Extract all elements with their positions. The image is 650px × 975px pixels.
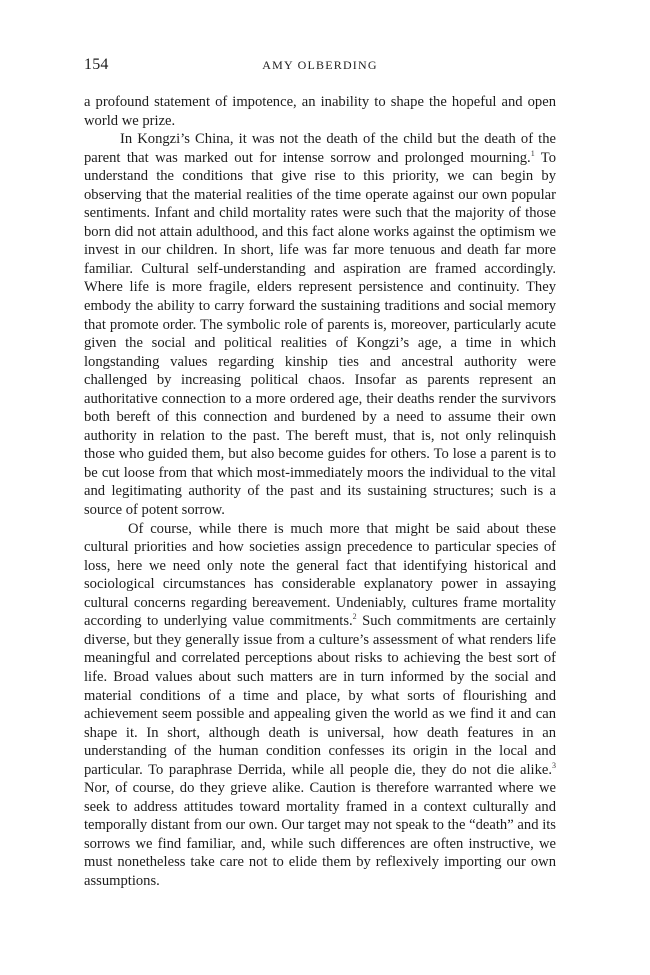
page-number: 154 [84, 56, 109, 73]
footnote-marker[interactable]: 3 [552, 760, 556, 770]
paragraph-text: To understand the conditions that give rise to this priority, we can begin by observing that the material realities of the time operate against our own popular sentiments. Infant and child mortality rates were such that the majority of those born did not attain adulthood, and this fact alone works against the optimism we invest in our children. In short, life was far more tenuous and death far more familiar. Cultural self-understanding and aspiration are framed accordingly. Where life is more fragile, elders represent persistence and continuity. They embody the ability to carry forward the sustaining traditions and social memory that promote order. The symbolic role of parents is, moreover, particularly acute given the social and political realities of Kongzi’s age, a time in which longstanding values regarding kinship ties and ancestral authority were challenged by increasing political chaos. Insofar as parents represent an authoritative connection to a more ordered age, their deaths render the survivors both bereft of this connection and burdened by a need to assume their own authority in relation to the past. The bereft must, that is, not only relinquish those who guided them, but also become guides for others. To lose a parent is to be cut loose from that which most-immediately moors the individual to the vital and legitimating authority of the past and its sustaining structures; such is a source of potent sorrow. [84, 149, 557, 519]
paragraph-cultural-priorities [84, 520, 556, 891]
running-head-author: AMY OLBERDING [262, 58, 378, 72]
running-head [84, 56, 556, 80]
paragraph-text: In Kongzi’s China, it was not the death of the child but the death of the parent that was marked out for intense sorrow and prolonged mourning. [84, 131, 556, 166]
paragraph-continuation [84, 93, 556, 130]
footnote-marker[interactable]: 2 [352, 612, 357, 622]
paragraph-text: Of course, while there is much more that might be said about these cultural priorities and how societies assign precedence to particular species of loss, here we need only note the general fact that identifying historical and sociological circumstances has considerable explanatory power in assaying cultural concerns regarding bereavement. Undeniably, cultures frame mortality according to underlying value commitments. [84, 520, 556, 630]
body-text [84, 93, 556, 891]
paragraph-text: a profound statement of impotence, an inability to shape the hopeful and open world we prize. [84, 94, 556, 129]
paragraph-kongzi-mourning [84, 130, 556, 519]
footnote-marker[interactable]: 1 [530, 148, 535, 158]
paragraph-text: Nor, of course, do they grieve alike. Caution is therefore warranted where we seek to address attitudes toward mortality framed in a context culturally and temporally distant from our own. Our target may not speak to the “death” and its sorrows we find familiar, and, while such differences are often instructive, we must nonetheless take care not to elide them by reflexively importing our own assumptions. [84, 780, 556, 889]
paragraph-text: Such commitments are certainly diverse, but they generally issue from a culture’s assessment of what renders life meaningful and correlated perceptions about risks to achieving the best sort of life. Broad values about such matters are in turn informed by the social and material conditions of a time and place, by what sorts of flourishing and achievement seem possible and appealing given the world as we find it and can shape it. In short, although death is universal, how death features in an understanding of the human condition confesses its origin in the local and particular. To paraphrase Derrida, while all people die, they do not die alike. [84, 613, 556, 778]
